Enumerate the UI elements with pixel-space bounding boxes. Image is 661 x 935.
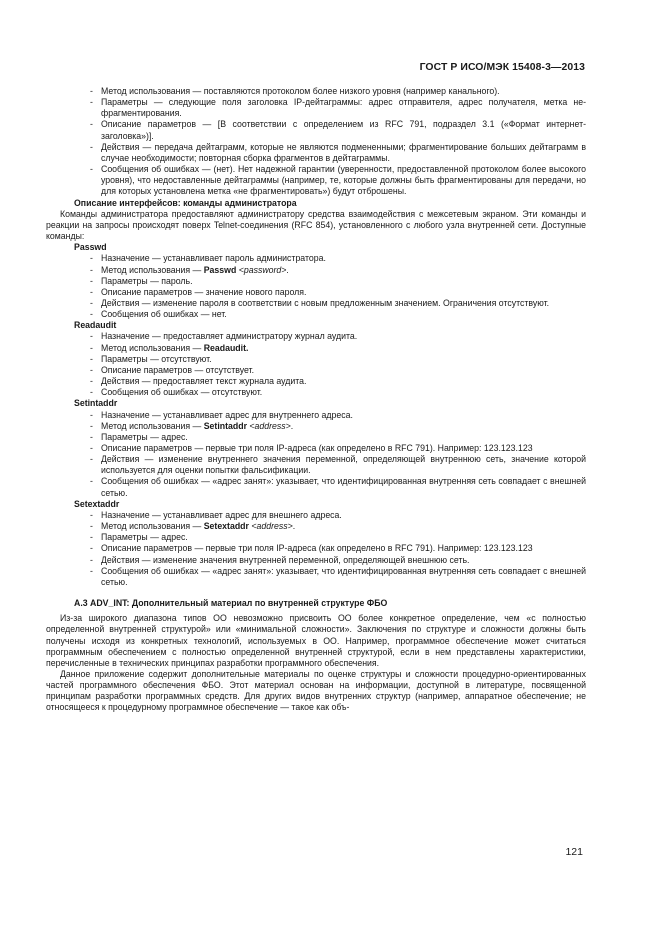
list-item: - Действия — изменение внутреннего значения переменной, определяющей внутреннюю сеть, значение которой используется для оценки попытки фальсификации.: [74, 454, 586, 476]
method-prefix: Метод использования —: [101, 521, 204, 532]
list-item: - Назначение — устанавливает пароль администратора.: [74, 253, 586, 264]
list-item: [74, 343, 586, 354]
section-paragraph: Из-за широкого диапазона типов ОО невозможно присвоить ОО более конкретное определение, чем «с полностью определенной внутренней структурой» или «минимальной сложности». Заключения по структуре и сложности должны быть получены исходя из конкретных технологий, используемых в ОО. Например, программное обеспечение может считаться программным обеспечением с полностью определенной внутренней структурой, если в нем представлены характеристики, перечисленные в технических принципах разработки программного обеспечения.: [46, 613, 586, 668]
list-item: - Описание параметров — значение нового пароля.: [74, 287, 586, 298]
list-item: - Сообщения об ошибках — отсутствуют.: [74, 387, 586, 398]
admin-intro: Команды администратора предоставляют администратору средства взаимодействия с межсетевым экраном. Эти команды и реакции на запросы происходят поверх Telnet-соединения (RFC 854), установленного с любого узла внутренней сети. Доступные команды:: [46, 208, 586, 242]
list-item: - Действия — изменение значения внутренней переменной, определяющей внешнюю сеть.: [74, 555, 586, 566]
list-item: - Метод использования — поставляются протоколом более низкого уровня (например канального).: [74, 86, 586, 97]
list-item: - Сообщения об ошибках — нет.: [74, 309, 586, 320]
command-name: Readaudit: [74, 320, 117, 331]
page-number: 121: [565, 846, 583, 858]
method-prefix: Метод использования —: [101, 264, 204, 275]
command-name: Setintaddr: [74, 398, 118, 409]
list-item: [74, 265, 586, 276]
list-item: - Сообщения об ошибках — «адрес занят»: указывает, что идентифицированная внутренняя сеть совпадает с внешней сетью.: [74, 566, 586, 588]
command-name: Passwd: [74, 242, 107, 253]
list-item: [74, 521, 586, 532]
list-item: - Сообщения об ошибках — «адрес занят»: указывает, что идентифицированная внутренняя сеть совпадает с внешней сетью.: [74, 476, 586, 498]
admin-heading: Описание интерфейсов: команды администратора: [74, 197, 297, 208]
list-item: - Описание параметров — [В соответствии с определением из RFC 791, подраздел 3.1 («Формат интернет-заголовка»)].: [74, 119, 586, 141]
method-prefix: Метод использования —: [101, 342, 204, 353]
method-suffix: .: [292, 521, 296, 532]
command-keyword: Readaudit.: [203, 342, 249, 353]
list-item: - Действия — передача дейтаграмм, которые не являются подмененными; фрагментирование больших дейтаграмм в случае необходимости; повторная сборка фрагментов в дейтаграммы.: [74, 142, 586, 164]
command-list: [74, 242, 586, 588]
list-item: - Действия — предоставляет текст журнала аудита.: [74, 376, 586, 387]
method-suffix: .: [290, 420, 294, 431]
command-keyword: Passwd: [203, 264, 237, 275]
list-item: - Параметры — следующие поля заголовка IP-дейтаграммы: адрес отправителя, адрес получателя, метка не-фрагментирования.: [74, 97, 586, 119]
page-body: [46, 86, 586, 714]
command-keyword: Setintaddr: [203, 420, 247, 431]
list-item: - Действия — изменение пароля в соответствии с новым предложенным значением. Ограничения отсутствуют.: [74, 298, 586, 309]
list-item: - Описание параметров — первые три поля IP-адреса (как определено в RFC 791). Например: 123.123.123: [74, 543, 586, 554]
list-item: - Сообщения об ошибках — (нет). Нет надежной гарантии (уверенности, предоставленной протоколом более высокого уровня), что недоставленные дейтаграммы (например, те, которые должны быть фрагментированы для передачи, но для которых установлена метка «не фрагментировать») будут отброшены.: [74, 164, 586, 197]
section-heading: А.3 ADV_INT: Дополнительный материал по внутренней структуре ФБО: [74, 598, 388, 609]
list-item: - Назначение — устанавливает адрес для внутреннего адреса.: [74, 410, 586, 421]
section-paragraph: Данное приложение содержит дополнительные материалы по оценке структуры и сложности процедурно-ориентированных частей программного обеспечения ФБО. Этот материал основан на информации, доступной в литературе, посвященной принципам разработки программных средств. Для других видов внутренних структур (например, аппаратное обеспечение; не относящееся к процедурному программное обеспечение — такое как объ-: [46, 668, 586, 713]
document-header: ГОСТ Р ИСО/МЭК 15408-3—2013: [419, 62, 585, 73]
command-argument: <address>: [248, 521, 293, 532]
top-list: [74, 86, 586, 198]
command-keyword: Setextaddr: [203, 521, 249, 532]
list-item: - Назначение — устанавливает адрес для внешнего адреса.: [74, 510, 586, 521]
command-argument: <address>: [246, 420, 291, 431]
method-prefix: Метод использования —: [101, 420, 204, 431]
list-item: - Параметры — пароль.: [74, 276, 586, 287]
list-item: - Описание параметров — отсутствует.: [74, 365, 586, 376]
list-item: - Назначение — предоставляет администратору журнал аудита.: [74, 331, 586, 342]
method-suffix: .: [286, 264, 289, 275]
command-argument: <password>: [236, 264, 287, 275]
list-item: [74, 421, 586, 432]
list-item: - Параметры — адрес.: [74, 532, 586, 543]
list-item: - Описание параметров — первые три поля IP-адреса (как определено в RFC 791). Например: 123.123.123: [74, 443, 586, 454]
list-item: - Параметры — отсутствуют.: [74, 354, 586, 365]
command-name: Setextaddr: [74, 498, 120, 509]
list-item: - Параметры — адрес.: [74, 432, 586, 443]
